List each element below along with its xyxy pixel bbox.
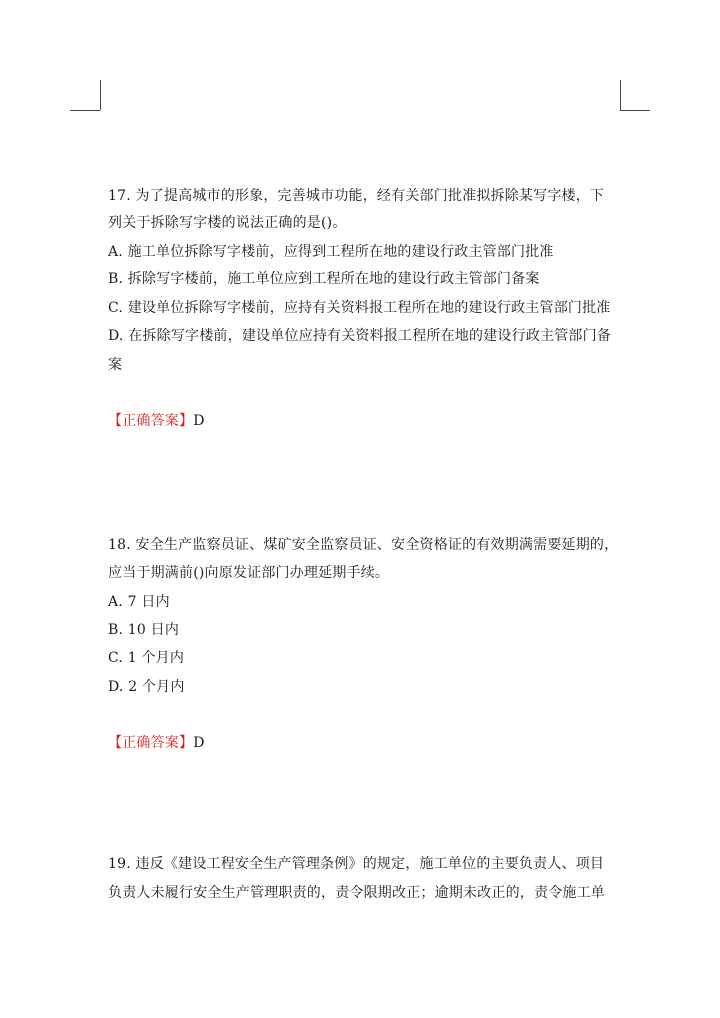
option-d: D. 2 个月内 — [108, 679, 185, 695]
option-b: B. 拆除写字楼前，施工单位应到工程所在地的建设行政主管部门备案 — [108, 271, 540, 287]
crop-mark-top-right-h — [620, 110, 650, 111]
option-d: D. 在拆除写字楼前，建设单位应持有关资料报工程所在地的建设行政主管部门备 — [108, 328, 612, 344]
answer-value: D — [193, 413, 205, 429]
option-c: C. 1 个月内 — [108, 650, 185, 666]
option-a: A. 施工单位拆除写字楼前，应得到工程所在地的建设行政主管部门批准 — [108, 244, 554, 260]
option-b: B. 10 日内 — [108, 622, 180, 638]
option-c: C. 建设单位拆除写字楼前，应持有关资料报工程所在地的建设行政主管部门批准 — [108, 300, 611, 316]
question-stem-line: 应当于期满前()向原发证部门办理延期手续。 — [108, 565, 390, 581]
question-stem-line: 19. 违反《建设工程安全生产管理条例》的规定，施工单位的主要负责人、项目 — [108, 856, 605, 872]
answer-line — [108, 411, 205, 431]
crop-mark-top-left-v — [100, 80, 101, 110]
crop-mark-top-right-v — [620, 80, 621, 110]
answer-label: 【正确答案】 — [108, 413, 194, 429]
option-a: A. 7 日内 — [108, 594, 170, 610]
answer-line — [108, 733, 205, 753]
option-d-continuation: 案 — [108, 357, 123, 373]
answer-label: 【正确答案】 — [108, 735, 194, 751]
question-stem-line: 负责人未履行安全生产管理职责的，责令限期改正；逾期未改正的，责令施工单 — [108, 885, 605, 901]
crop-mark-top-left-h — [70, 110, 100, 111]
question-stem-line: 18. 安全生产监察员证、煤矿安全监察员证、安全资格证的有效期满需要延期的， — [108, 537, 619, 553]
answer-value: D — [193, 735, 205, 751]
question-stem-line: 列关于拆除写字楼的说法正确的是()。 — [108, 215, 347, 231]
question-stem-line: 17. 为了提高城市的形象，完善城市功能，经有关部门批准拟拆除某写字楼，下 — [108, 188, 605, 204]
